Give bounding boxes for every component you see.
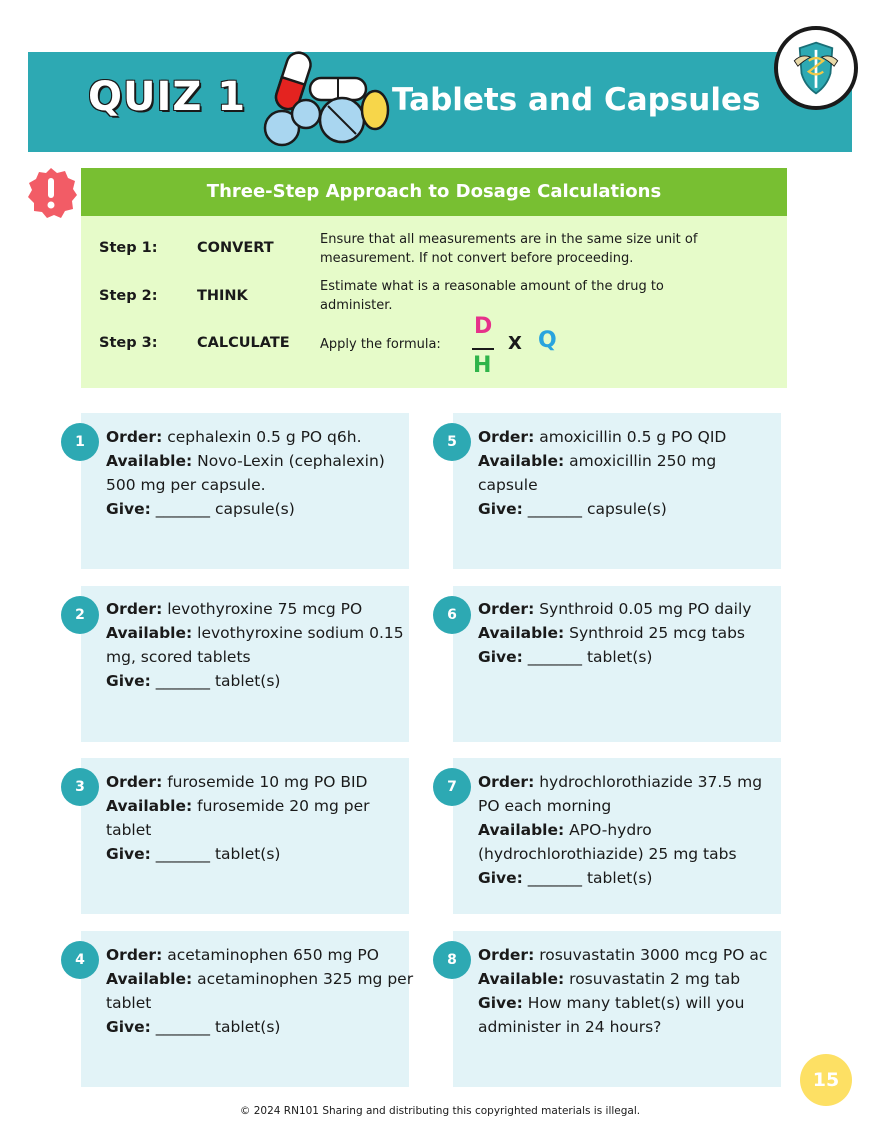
order-value: furosemide 10 mg PO BID (167, 773, 368, 791)
give-value: _______ capsule(s) (155, 500, 295, 518)
pills-icon (258, 50, 394, 150)
available-value: furosemide 20 mg per tablet (106, 797, 370, 839)
give-value: _______ capsule(s) (527, 500, 667, 518)
copyright-notice: © 2024 RN101 Sharing and distributing this copyrighted materials is illegal. (239, 1105, 641, 1117)
step-3-desc: Apply the formula: (320, 337, 441, 352)
available-value: APO-hydro (hydrochlorothiazide) 25 mg tabs (478, 821, 737, 863)
question-number-1: 1 (61, 423, 99, 461)
order-value: hydrochlorothiazide 37.5 mg PO each morning (478, 773, 763, 815)
question-text-8 (478, 943, 768, 1039)
formula-times: X (508, 333, 522, 354)
question-number-4: 4 (61, 941, 99, 979)
exclamation-icon (24, 166, 78, 220)
order-value: rosuvastatin 3000 mcg PO ac (539, 946, 768, 964)
formula-desired: D (474, 314, 493, 339)
order-label: Order: (478, 600, 535, 618)
available-value: acetaminophen 325 mg per tablet (106, 970, 414, 1012)
step-2-name: THINK (197, 288, 248, 304)
give-value: _______ tablet(s) (155, 1018, 281, 1036)
available-label: Available: (106, 970, 193, 988)
order-value: amoxicillin 0.5 g PO QID (539, 428, 727, 446)
order-label: Order: (478, 428, 535, 446)
medical-shield-logo-icon (774, 26, 858, 110)
order-label: Order: (106, 773, 163, 791)
question-number-2: 2 (61, 596, 99, 634)
give-label: Give: (478, 500, 523, 518)
give-value: _______ tablet(s) (527, 648, 653, 666)
step-1-label: Step 1: (99, 240, 158, 256)
step-3-label: Step 3: (99, 335, 158, 351)
give-value: _______ tablet(s) (155, 845, 281, 863)
available-value: levothyroxine sodium 0.15 mg, scored tablets (106, 624, 404, 666)
dosage-formula (468, 314, 498, 382)
give-label: Give: (478, 869, 523, 887)
available-value: rosuvastatin 2 mg tab (569, 970, 741, 988)
available-label: Available: (478, 624, 565, 642)
step-2-label: Step 2: (99, 288, 158, 304)
available-label: Available: (478, 970, 565, 988)
available-value: Novo-Lexin (cephalexin) 500 mg per capsule. (106, 452, 385, 494)
question-number-5: 5 (433, 423, 471, 461)
give-label: Give: (106, 672, 151, 690)
order-value: Synthroid 0.05 mg PO daily (539, 600, 752, 618)
give-label: Give: (106, 500, 151, 518)
order-label: Order: (478, 773, 535, 791)
give-label: Give: (478, 994, 523, 1012)
give-value: How many tablet(s) will you administer in 24 hours? (478, 994, 745, 1036)
available-value: Synthroid 25 mcg tabs (569, 624, 746, 642)
question-text-7 (478, 770, 778, 890)
available-label: Available: (478, 452, 565, 470)
give-value: _______ tablet(s) (527, 869, 653, 887)
question-number-6: 6 (433, 596, 471, 634)
formula-have: H (473, 353, 492, 378)
step-1-name: CONVERT (197, 240, 274, 256)
give-label: Give: (478, 648, 523, 666)
give-value: _______ tablet(s) (155, 672, 281, 690)
give-label: Give: (106, 845, 151, 863)
order-value: levothyroxine 75 mcg PO (167, 600, 363, 618)
step-3-name: CALCULATE (197, 335, 290, 351)
available-label: Available: (106, 624, 193, 642)
quiz-subtitle: Tablets and Capsules (392, 82, 761, 118)
question-text-3 (106, 770, 416, 866)
question-text-6 (478, 597, 788, 669)
question-text-2 (106, 597, 416, 693)
formula-quantity: Q (538, 328, 557, 353)
question-text-1 (106, 425, 416, 521)
question-text-5 (478, 425, 768, 521)
formula-fraction-bar (472, 348, 494, 350)
step-2-desc: Estimate what is a reasonable amount of the drug to administer. (320, 279, 664, 313)
step-1-desc: Ensure that all measurements are in the same size unit of measurement. If not convert before proceeding. (320, 232, 698, 266)
available-value: amoxicillin 250 mg capsule (478, 452, 717, 494)
available-label: Available: (106, 797, 193, 815)
question-number-3: 3 (61, 768, 99, 806)
order-label: Order: (478, 946, 535, 964)
quiz-title: QUIZ 1 (88, 74, 247, 120)
steps-title: Three-Step Approach to Dosage Calculations (81, 168, 787, 216)
order-label: Order: (106, 600, 163, 618)
question-text-4 (106, 943, 416, 1039)
give-label: Give: (106, 1018, 151, 1036)
available-label: Available: (106, 452, 193, 470)
available-label: Available: (478, 821, 565, 839)
page-number-badge: 15 (800, 1054, 852, 1106)
order-value: acetaminophen 650 mg PO (167, 946, 379, 964)
question-number-7: 7 (433, 768, 471, 806)
order-value: cephalexin 0.5 g PO q6h. (167, 428, 362, 446)
order-label: Order: (106, 946, 163, 964)
question-number-8: 8 (433, 941, 471, 979)
order-label: Order: (106, 428, 163, 446)
